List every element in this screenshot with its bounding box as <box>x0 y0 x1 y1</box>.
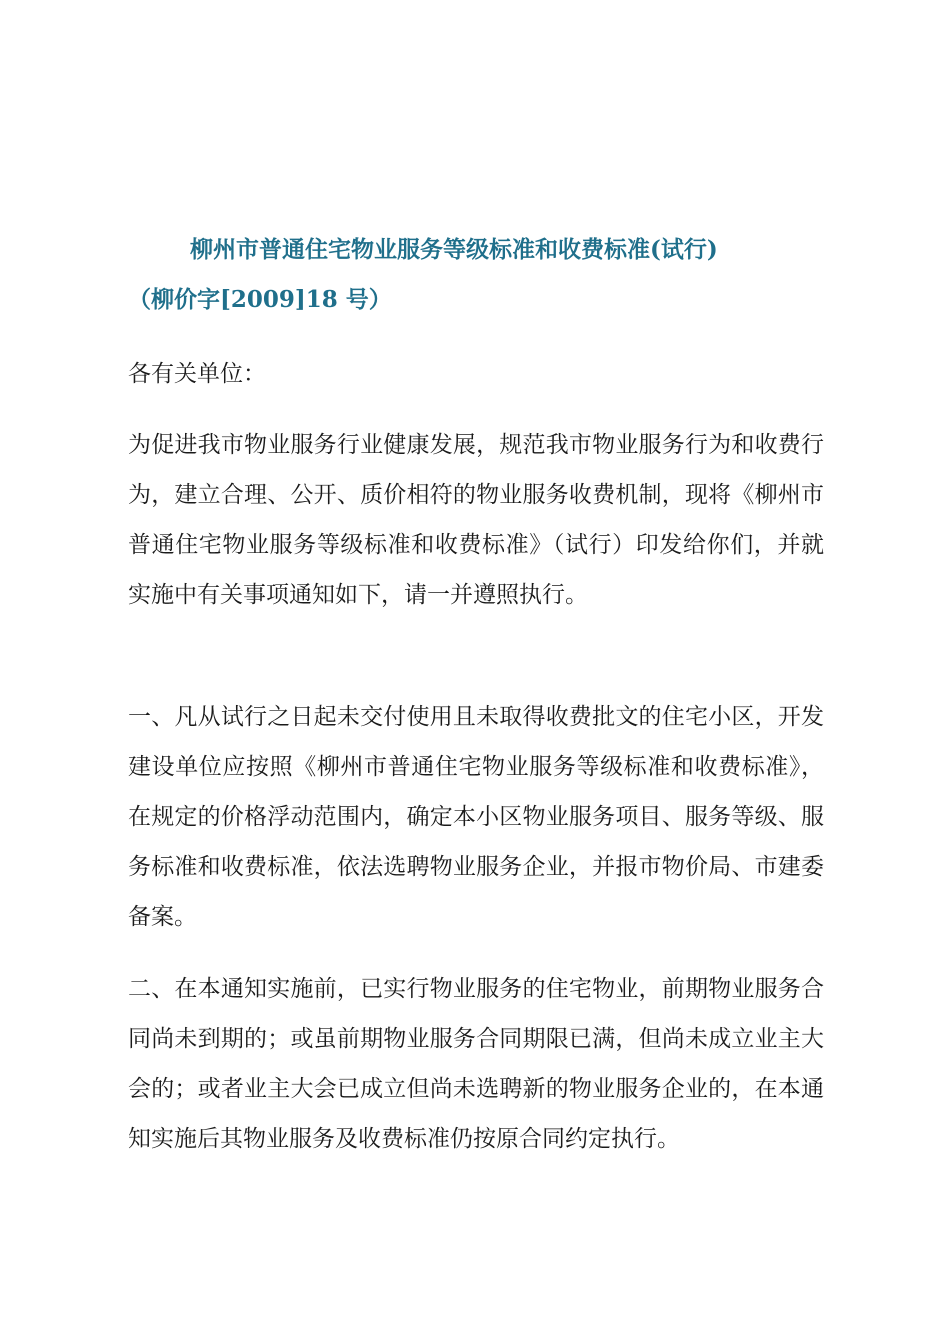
paragraph-item-1: 一、凡从试行之日起未交付使用且未取得收费批文的住宅小区，开发建设单位应按照《柳州市普通住宅物业服务等级标准和收费标准》，在规定的价格浮动范围内，确定本小区物业服务项目、服务等级、服务标准和收费标准，依法选聘物业服务企业，并报市物价局、市建委备案。 <box>128 704 824 930</box>
document-title: 柳州市普通住宅物业服务等级标准和收费标准(试行) <box>190 236 718 263</box>
paragraph-item-2: 二、在本通知实施前，已实行物业服务的住宅物业，前期物业服务合同尚未到期的；或虽前期物业服务合同期限已满，但尚未成立业主大会的；或者业主大会已成立但尚未选聘新的物业服务企业的，在本通知实施后其物业服务及收费标准仍按原合同约定执行。 <box>128 976 824 1152</box>
paragraph-intro: 为促进我市物业服务行业健康发展，规范我市物业服务行为和收费行为，建立合理、公开、质价相符的物业服务收费机制，现将《柳州市普通住宅物业服务等级标准和收费标准》（试行）印发给你们，并就实施中有关事项通知如下，请一并遵照执行。 <box>128 432 824 608</box>
document-number: （柳价字[2009]18 号） <box>128 286 392 313</box>
salutation: 各有关单位： <box>128 361 266 387</box>
